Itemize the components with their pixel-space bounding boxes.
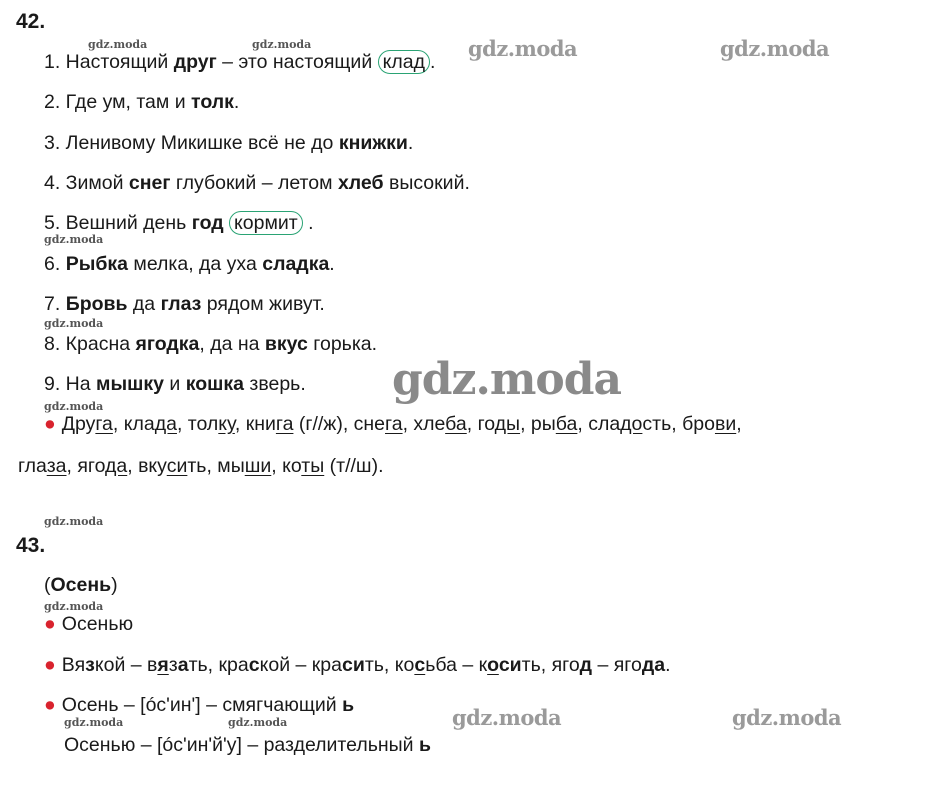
text-fragment: зверь. [243, 373, 306, 395]
proverb-line [44, 211, 314, 235]
bold-word: вкус [264, 333, 308, 355]
text-fragment: 2. Где ум, там и [44, 91, 192, 113]
text-fragment: . [407, 132, 414, 154]
underlined-letter: о [487, 654, 499, 676]
text-fragment: 5. Вешний день [44, 212, 192, 234]
text-fragment: , вку [127, 455, 167, 477]
text-fragment: , [736, 413, 742, 435]
text-fragment: мелка, да уха [128, 253, 263, 275]
text-fragment: ) [111, 574, 118, 596]
proverb-line [44, 292, 325, 316]
text-fragment: 8. Красна [44, 333, 136, 355]
text-fragment: , тол [176, 413, 219, 435]
underlined-syllable: ши [244, 455, 272, 477]
bold-word: Бровь [65, 293, 128, 315]
text-fragment: , кла [112, 413, 155, 435]
underlined-syllable: до [620, 413, 643, 435]
bold-word: ь [342, 694, 355, 716]
underlined-syllable: да [105, 455, 128, 477]
underlined-syllable: ку [218, 413, 235, 435]
watermark: gdz.moda [88, 38, 148, 51]
text-fragment: рядом живут. [201, 293, 325, 315]
bold-word: сладка [262, 253, 330, 275]
proverb-line [44, 332, 377, 356]
text-fragment: 4. Зимой [44, 172, 129, 194]
bold-word: с [248, 654, 260, 676]
underlined-letter: д [579, 654, 593, 676]
text-fragment: (т//ш). [324, 455, 384, 477]
text-fragment: ть, ко [364, 654, 415, 676]
watermark: gdz.moda [44, 233, 104, 246]
text-fragment: , сла [577, 413, 621, 435]
proverb-line [44, 90, 239, 114]
text-fragment: – это настоящий [216, 51, 378, 73]
text-fragment: – яго [592, 654, 642, 676]
text-fragment: . [329, 253, 335, 275]
underlined-syllable: ба [445, 413, 467, 435]
watermark: gdz.moda [44, 600, 104, 613]
text-fragment: . [430, 51, 436, 73]
bold-word: Осень [50, 574, 112, 596]
text-fragment: , ко [271, 455, 302, 477]
bullet-icon: ● [44, 413, 56, 435]
underlined-letter: я [157, 654, 169, 676]
text-fragment: , да на [199, 333, 265, 355]
bold-word: мышку [96, 373, 164, 395]
bullet-icon: ● [44, 613, 56, 635]
underlined-syllable: за [46, 455, 67, 477]
bullet-icon: ● [44, 654, 56, 676]
underlined-syllable: ды [494, 413, 521, 435]
text-fragment: . [233, 91, 240, 113]
underlined-syllable: ви [714, 413, 737, 435]
text-fragment: 6. [44, 253, 66, 275]
watermark: gdz.moda [392, 354, 622, 405]
proverb-line [44, 372, 306, 396]
text-fragment: Вя [61, 654, 86, 676]
text-fragment: . [302, 212, 314, 234]
text-fragment: да [127, 293, 161, 315]
text-fragment: глубокий – летом [170, 172, 338, 194]
text-fragment: Осенью – [óс'ин'й'у] – разделительный [64, 734, 419, 756]
watermark: gdz.moda [452, 705, 562, 730]
bold-word: кошка [185, 373, 244, 395]
text-fragment: горька. [307, 333, 378, 355]
proverb-line [44, 171, 470, 195]
bold-word: ягодка [135, 333, 200, 355]
bold-word: глаз [160, 293, 202, 315]
proverb-line [44, 131, 413, 155]
bold-word: да [641, 654, 666, 676]
underlined-syllable: га [275, 413, 294, 435]
bold-word: си [341, 654, 365, 676]
text-fragment: . [665, 654, 671, 676]
bold-word: а [177, 654, 189, 676]
watermark: gdz.moda [44, 400, 104, 413]
text-fragment: , кни [234, 413, 276, 435]
watermark: gdz.moda [44, 317, 104, 330]
text-fragment: Дру [61, 413, 96, 435]
answer-line [44, 612, 133, 636]
proverb-line [44, 50, 435, 74]
watermark: gdz.moda [44, 515, 104, 528]
bold-word: друг [173, 51, 217, 73]
bold-word: снег [128, 172, 171, 194]
underlined-syllable: га [385, 413, 403, 435]
text-fragment: и [163, 373, 186, 395]
answer-line [64, 733, 431, 757]
answer-line [18, 454, 383, 478]
text-fragment: ьба – к [425, 654, 488, 676]
text-fragment: ( [44, 574, 51, 596]
proverb-line [44, 252, 335, 276]
watermark: gdz.moda [720, 36, 830, 61]
text-fragment: кой – в [94, 654, 158, 676]
text-fragment: 9. На [44, 373, 97, 395]
text-fragment: 1. Настоящий [44, 51, 174, 73]
text-fragment: сть, бро [642, 413, 715, 435]
underlined-letter: с [414, 654, 426, 676]
bold-word: книжки [338, 132, 408, 154]
underlined-syllable: ба [555, 413, 578, 435]
bold-word: си [498, 654, 522, 676]
text-fragment: высокий. [383, 172, 470, 194]
text-fragment: гла [18, 455, 47, 477]
text-fragment: ть, яго [521, 654, 580, 676]
bold-word: Рыбка [65, 253, 128, 275]
text-fragment: Осень – [óс'ин'] – смягчающий [61, 694, 343, 716]
text-fragment: ть, мы [187, 455, 245, 477]
underlined-syllable: га [95, 413, 113, 435]
circled-word: кормит [229, 211, 303, 235]
text-fragment: , яго [66, 455, 105, 477]
underlined-syllable: ты [301, 455, 325, 477]
bold-word: хлеб [337, 172, 384, 194]
answer-line [44, 412, 742, 436]
watermark: gdz.moda [228, 716, 288, 729]
text-fragment: 7. [44, 293, 66, 315]
circled-word: клад [378, 50, 430, 74]
bold-word: з [85, 654, 95, 676]
answer-line [44, 573, 118, 597]
answer-line [44, 693, 354, 717]
text-fragment: ть, кра [188, 654, 249, 676]
bold-word: год [191, 212, 224, 234]
text-fragment: кой – кра [259, 654, 342, 676]
watermark: gdz.moda [468, 36, 578, 61]
watermark: gdz.moda [64, 716, 124, 729]
bold-word: толк [191, 91, 234, 113]
answer-line [44, 653, 671, 677]
text-fragment: , хле [402, 413, 446, 435]
watermark: gdz.moda [252, 38, 312, 51]
watermark: gdz.moda [732, 705, 842, 730]
text-fragment: Осенью [61, 613, 134, 635]
text-fragment: 3. Ленивому Микишке всё не до [44, 132, 339, 154]
exercise-number: 43. [16, 534, 46, 557]
bullet-icon: ● [44, 694, 56, 716]
exercise-number: 42. [16, 10, 46, 33]
text-fragment: з [168, 654, 178, 676]
bold-word: ь [418, 734, 431, 756]
text-fragment: , ры [520, 413, 556, 435]
underlined-syllable: да [154, 413, 177, 435]
text-fragment: , го [466, 413, 495, 435]
text-fragment: (г//ж), сне [293, 413, 386, 435]
underlined-syllable: си [166, 455, 188, 477]
